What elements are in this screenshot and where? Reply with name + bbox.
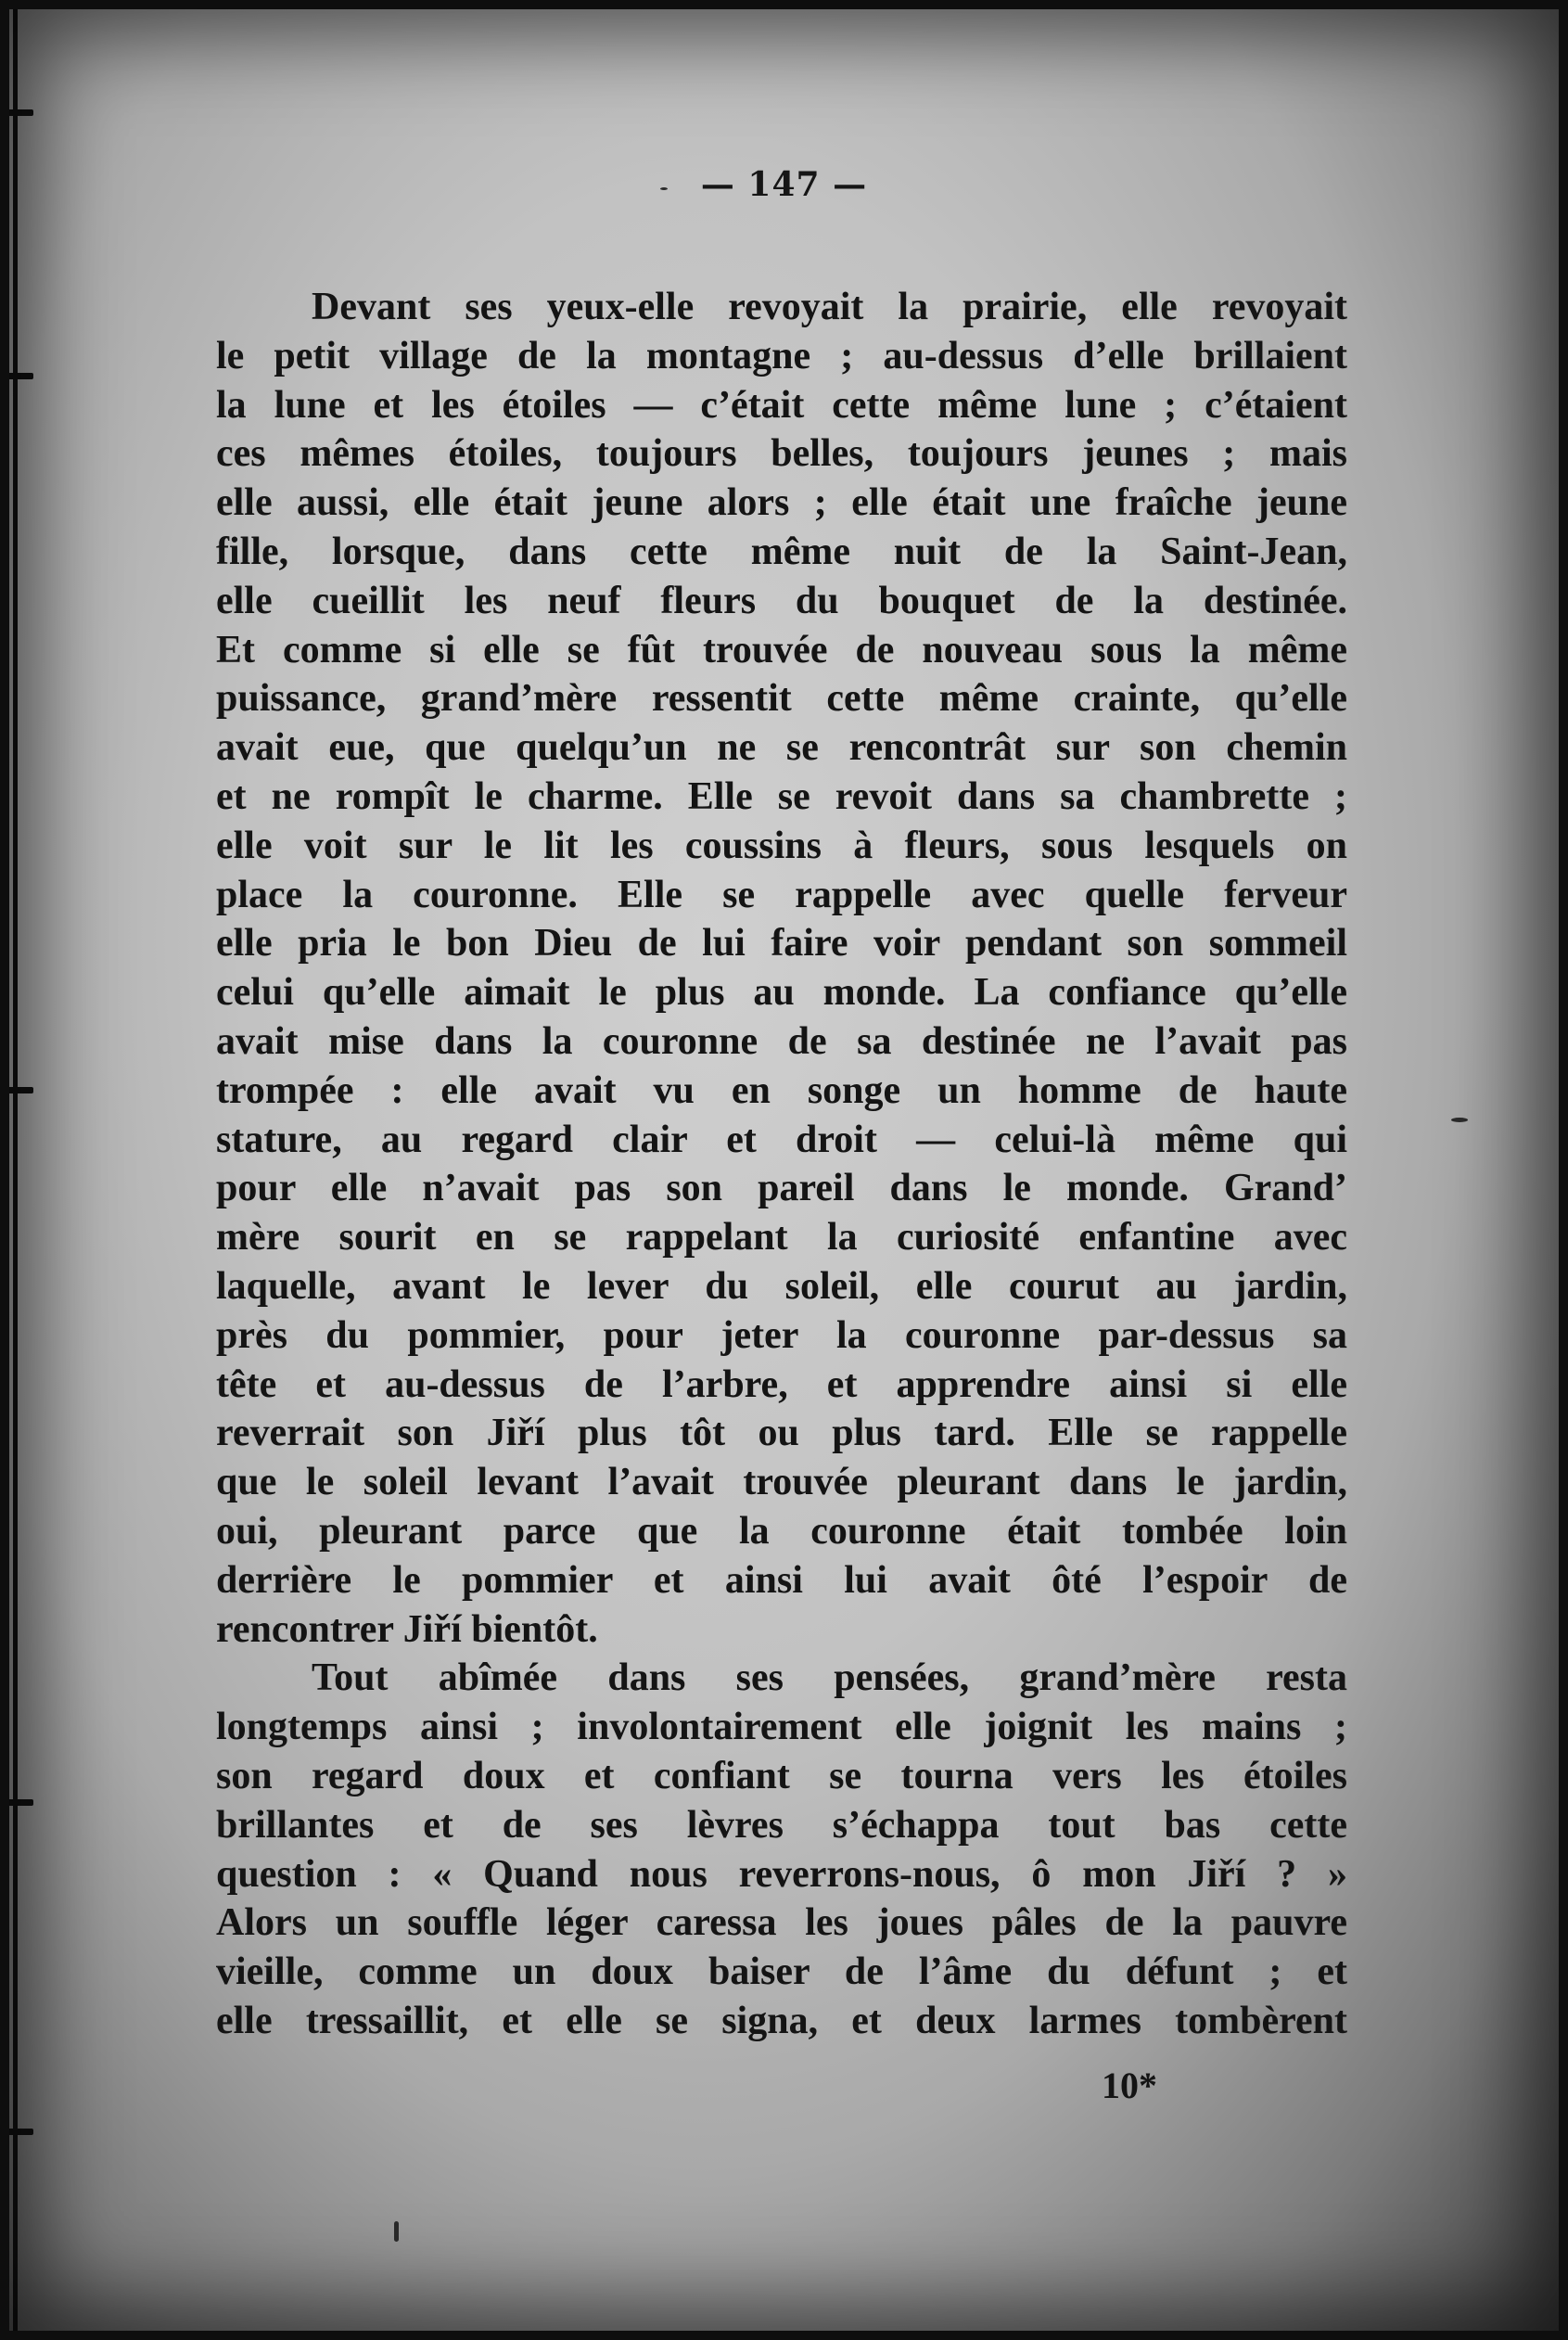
text-line: elle cueillit les neuf fleurs du bouquet de la destinée. [216,579,1347,622]
text-line: longtemps ainsi ; involontairement elle joignit les mains ; [216,1706,1347,1749]
binding-tick [6,2129,33,2135]
text-line: ces mêmes étoiles, toujours belles, toujours jeunes ; mais [216,432,1347,476]
text-line: derrière le pommier et ainsi lui avait ôté l’espoir de [216,1558,1347,1602]
text-line: place la couronne. Elle se rappelle avec quelle ferveur [216,873,1347,916]
text-line: près du pommier, pour jeter la couronne par-dessus sa [216,1313,1347,1357]
text-line: Tout abîmée dans ses pensées, grand’mère resta [312,1656,1347,1700]
text-line: Alors un souffle léger caressa les joues pâles de la pauvre [216,1901,1347,1945]
text-line: avait eue, que quelqu’un ne se rencontrât sur son chemin [216,726,1347,770]
text-line: la lune et les étoiles — c’était cette même lune ; c’étaient [216,383,1347,427]
text-line: avait mise dans la couronne de sa destinée ne l’avait pas [216,1019,1347,1063]
text-line: elle aussi, elle était jeune alors ; elle était une fraîche jeune [216,481,1347,525]
text-line: elle pria le bon Dieu de lui faire voir pendant son sommeil [216,922,1347,965]
scan-speck [1451,1118,1468,1122]
text-line: son regard doux et confiant se tourna vers les étoiles [216,1754,1347,1797]
text-line: que le soleil levant l’avait trouvée pleurant dans le jardin, [216,1461,1347,1504]
text-line: rencontrer Jiří bientôt. [216,1607,598,1651]
text-line: vieille, comme un doux baiser de l’âme du défunt ; et [216,1950,1347,1994]
page-number: — 147 — [700,165,868,204]
signature-mark: 10* [1102,2065,1157,2106]
scan-speck [394,2221,399,2242]
text-line: elle tressaillit, et elle se signa, et deux larmes tombèrent [216,1999,1347,2042]
binding-tick [6,1799,33,1806]
binding-edge [13,0,18,2340]
text-line: tête et au-dessus de l’arbre, et apprendre ainsi si elle [216,1362,1347,1406]
text-line: brillantes et de ses lèvres s’échappa tout bas cette [216,1803,1347,1847]
paragraph-1 [216,283,1347,1654]
text-line: Et comme si elle se fût trouvée de nouveau sous la même [216,628,1347,671]
text-line: stature, au regard clair et droit — celui-là même qui [216,1118,1347,1161]
binding-tick [6,1087,33,1093]
text-line: oui, pleurant parce que la couronne était tombée loin [216,1509,1347,1553]
body-text [216,283,1347,2046]
text-line: trompée : elle avait vu en songe un homme de haute [216,1068,1347,1112]
text-line: question : « Quand nous reverrons-nous, ô mon Jiří ? » [216,1852,1347,1896]
text-line: elle voit sur le lit les coussins à fleurs, sous lesquels on [216,824,1347,867]
text-line: fille, lorsque, dans cette même nuit de la Saint-Jean, [216,530,1347,573]
text-line: le petit village de la montagne ; au-dessus d’elle brillaient [216,334,1347,377]
text-line: Devant ses yeux-elle revoyait la prairie, elle revoyait [312,286,1347,328]
text-line: et ne rompît le charme. Elle se revoit dans sa chambrette ; [216,774,1347,818]
paragraph-2 [216,1654,1347,2045]
binding-tick [6,373,33,379]
text-line: mère sourit en se rappelant la curiosité enfantine avec [216,1216,1347,1260]
binding-tick [6,109,33,116]
text-line: celui qu’elle aimait le plus au monde. La confiance qu’elle [216,971,1347,1015]
text-line: laquelle, avant le lever du soleil, elle courut au jardin, [216,1264,1347,1308]
text-line: pour elle n’avait pas son pareil dans le monde. Grand’ [216,1167,1347,1210]
text-line: reverrait son Jiří plus tôt ou plus tard. Elle se rappelle [216,1412,1347,1455]
text-line: puissance, grand’mère ressentit cette même crainte, qu’elle [216,677,1347,721]
